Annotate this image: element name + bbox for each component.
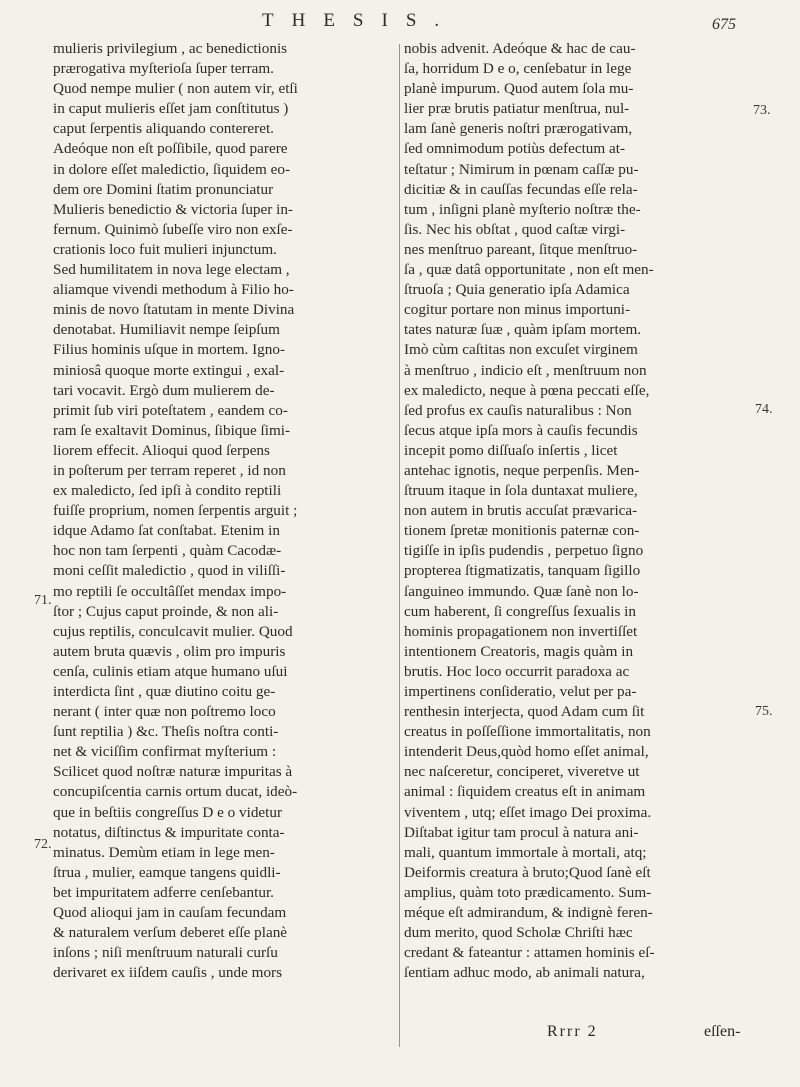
text-line: autem bruta quævis , olim pro impuris: [53, 642, 286, 660]
text-line: Sed humilitatem in nova lege electam ,: [53, 261, 290, 279]
text-line: Mulieris benedictio & victoria ſuper in-: [53, 200, 293, 218]
text-line: cogitur portare non minus importuni-: [404, 301, 631, 319]
catchword: eſſen-: [704, 1023, 741, 1040]
text-line: Diſtabat igitur tam procul à natura ani-: [404, 823, 639, 841]
text-line: méque eſt admirandum, & indignè feren-: [404, 904, 653, 922]
text-line: viventem , utq; eſſet imago Dei proxima.: [404, 803, 652, 821]
text-line: brutis. Hoc loco occurrit paradoxa ac: [404, 662, 630, 680]
left-column: [53, 39, 395, 983]
text-line: ſtruum itaque in ſola duntaxat muliere,: [404, 482, 638, 500]
text-line: Deiformis creatura à bruto;Quod ſanè eſt: [404, 863, 651, 881]
text-line: ſed omnimodum potiùs defectum at-: [404, 140, 626, 158]
signature-mark: Rrrr 2: [547, 1023, 598, 1040]
text-line: antehac ignotis, neque perpenſis. Men-: [404, 461, 640, 479]
margin-number-74: 74.: [755, 402, 773, 417]
text-line: Scilicet quod noſtræ naturæ impuritas à: [53, 763, 293, 781]
text-line: ſed profus ex cauſis naturalibus : Non: [404, 401, 632, 419]
right-column: [404, 39, 752, 983]
text-line: cujus reptilis, conculcavit mulier. Quod: [53, 622, 293, 640]
text-line: nobis advenit. Adeóque & hac de cau-: [404, 40, 636, 57]
text-line: bet impuritatem adferre cenſebantur.: [53, 883, 274, 901]
text-line: interdicta ſint , quæ diutino coitu ge-: [53, 683, 276, 700]
text-line: ſunt reptilia ) &c. Theſis noſtra conti-: [53, 723, 279, 741]
text-line: nerant ( inter quæ non poſtremo loco: [53, 703, 276, 721]
text-line: mali, quantum immortale à mortali, atq;: [404, 843, 647, 861]
text-line: renthesin interjecta, quod Adam cum ſit: [404, 703, 645, 721]
text-line: Adeóque non eſt poſſibile, quod parere: [53, 140, 288, 158]
margin-number-75: 75.: [755, 704, 773, 719]
text-line: tionem ſpretæ monitionis paternæ con-: [404, 522, 640, 540]
text-line: Quod alioqui jam in cauſam fecundam: [53, 904, 287, 922]
text-line: ſa , quæ datâ opportunitate , non eſt men-: [404, 261, 654, 279]
text-line: que in beſtiis congreſſus D e o videtur: [53, 803, 283, 821]
text-line: propterea ſtigmatizatis, tanquam ſigillo: [404, 562, 641, 580]
text-line: concupiſcentia carnis ortum ducat, ideò-: [53, 783, 298, 801]
text-line: in poſterum per terram reperet , id non: [53, 461, 286, 479]
text-line: teſtatur ; Nimirum in pœnam caſſæ pu-: [404, 160, 639, 178]
text-line: amplius, quàm toto prædicamento. Sum-: [404, 883, 652, 901]
text-line: aliamque vivendi methodum à Filio ho-: [53, 281, 294, 299]
text-line: ſtor ; Cujus caput proinde, & non ali-: [53, 602, 279, 620]
text-line: tari vocavit. Ergò dum mulierem de-: [53, 381, 275, 399]
text-line: ſecus atque ipſa mors à cauſis fecundis: [404, 421, 638, 439]
text-line: inſons ; niſi menſtruum naturali curſu: [53, 944, 278, 962]
margin-number-72: 72.: [34, 837, 52, 852]
text-line: ſtrua , mulier, eamque tangens quidli-: [53, 863, 281, 881]
text-line: ſis. Nec his obſtat , quod caſtæ virgi-: [404, 220, 626, 238]
text-line: tum , inſigni planè myſterio noſtræ the-: [404, 200, 641, 218]
text-line: Quod nempe mulier ( non autem vir, etſi: [53, 80, 298, 98]
text-line: fuiſſe proprium, nomen ſerpentis arguit ;: [53, 502, 298, 520]
text-line: derivaret ex iiſdem cauſis , unde mors: [53, 964, 283, 982]
text-line: caput ſerpentis aliquando contereret.: [53, 120, 274, 138]
text-line: incepit pomo diſſuaſo inſertis , licet: [404, 441, 618, 459]
text-line: ſtruoſa ; Quia generatio ipſa Adamica: [404, 281, 630, 299]
text-line: ram ſe exaltavit Dominus, ſibique ſimi-: [53, 421, 291, 439]
text-line: & naturalem verſum deberet eſſe planè: [53, 924, 288, 942]
text-line: minatus. Demùm etiam in lege men-: [53, 843, 275, 861]
text-line: crationis loco fuit mulieri injunctum.: [53, 240, 277, 258]
text-line: cenſa, culinis etiam atque humano uſui: [53, 662, 288, 680]
text-line: cum haberent, ſi congreſſus ſexualis in: [404, 602, 636, 620]
text-line: dicitiæ & in cauſſas fecundas eſſe rela-: [404, 180, 638, 198]
text-line: liorem effecit. Alioqui quod ſerpens: [53, 441, 270, 459]
text-line: credant & fateantur : attamen hominis eſ-: [404, 944, 655, 962]
text-line: tates naturæ ſuæ , quàm ipſam mortem.: [404, 321, 642, 339]
text-line: lier præ brutis patiatur menſtrua, nul-: [404, 100, 630, 118]
text-line: minis de novo ſtatutam in mente Divina: [53, 301, 295, 319]
text-line: non autem in brutis accuſat prævarica-: [404, 502, 638, 520]
text-line: nes menſtruo pareant, ſitque menſtruo-: [404, 240, 638, 258]
text-line: idque Adamo ſat conſtabat. Etenim in: [53, 522, 280, 540]
text-line: ſanguineo immundo. Quæ ſanè non lo-: [404, 582, 639, 600]
text-line: mulieris privilegium , ac benedictionis: [53, 40, 288, 57]
text-line: net & viciſſim confirmat myſterium :: [53, 743, 277, 761]
text-line: nec naſceretur, conciperet, viveretve ut: [404, 763, 640, 781]
margin-number-73: 73.: [753, 103, 771, 118]
text-line: in caput mulieris eſſet jam conſtitutus ): [53, 100, 289, 118]
text-line: impertinens conſideratio, velut per pa-: [404, 683, 637, 700]
text-line: ex maledicto, neque à pœna peccati eſſe,: [404, 381, 650, 399]
text-line: dem ore Domini ſtatim pronunciatur: [53, 180, 274, 198]
page-number: 675: [712, 16, 736, 33]
text-line: miniosâ quoque morte extingui , exal-: [53, 361, 285, 379]
text-line: intenderit Deus,quòd homo eſſet animal,: [404, 743, 649, 761]
text-line: Imò cùm caſtitas non excuſet virginem: [404, 341, 638, 359]
text-line: planè impurum. Quod autem ſola mu-: [404, 80, 634, 98]
text-line: creatus in poſſeſſione immortalitatis, non: [404, 723, 651, 741]
text-line: primit ſub viri poteſtatem , eandem co-: [53, 401, 288, 419]
text-line: ſa, horridum D e o, cenſebatur in lege: [404, 60, 632, 78]
text-line: moni ceſſit maledictio , quod in viliſſi-: [53, 562, 286, 580]
text-line: fernum. Quinimò ſubeſſe viro non exſe-: [53, 220, 293, 238]
text-line: ſentiam adhuc modo, ab animali natura,: [404, 964, 645, 982]
text-line: in dolore eſſet maledictio, ſiquidem eo-: [53, 160, 291, 178]
text-line: intentionem Creatoris, magis quàm in: [404, 642, 634, 660]
text-line: notatus, diſtinctus & impuritate conta-: [53, 823, 285, 841]
text-line: à menſtruo , indicio eſt , menſtruum non: [404, 361, 647, 379]
text-line: denotabat. Humiliavit nempe ſeipſum: [53, 321, 280, 339]
text-line: hominis propagationem non invertiſſet: [404, 622, 638, 640]
signature-line: [0, 1023, 800, 1047]
margin-number-71: 71.: [34, 593, 52, 608]
running-title: THESIS.: [262, 10, 458, 31]
text-line: lam ſanè generis noſtri prærogativam,: [404, 120, 633, 138]
text-line: hoc non tam ſerpenti , quàm Cacodæ-: [53, 542, 282, 560]
text-line: Filius hominis uſque in mortem. Igno-: [53, 341, 286, 359]
text-line: tigiſſe in ipſis pudendis , perpetuo ſigno: [404, 542, 644, 560]
page-header: [0, 10, 800, 42]
text-line: mo reptili ſe occultâſſet mendax impo-: [53, 582, 287, 600]
text-line: animal : ſiquidem creatus eſt in animam: [404, 783, 646, 801]
text-line: dum merito, quod Scholæ Chriſti hæc: [404, 924, 633, 942]
text-line: ex maledicto, ſed ipſi à condito reptili: [53, 482, 282, 500]
text-line: prærogativa myſterioſa ſuper terram.: [53, 60, 274, 78]
column-divider: [399, 44, 400, 1047]
